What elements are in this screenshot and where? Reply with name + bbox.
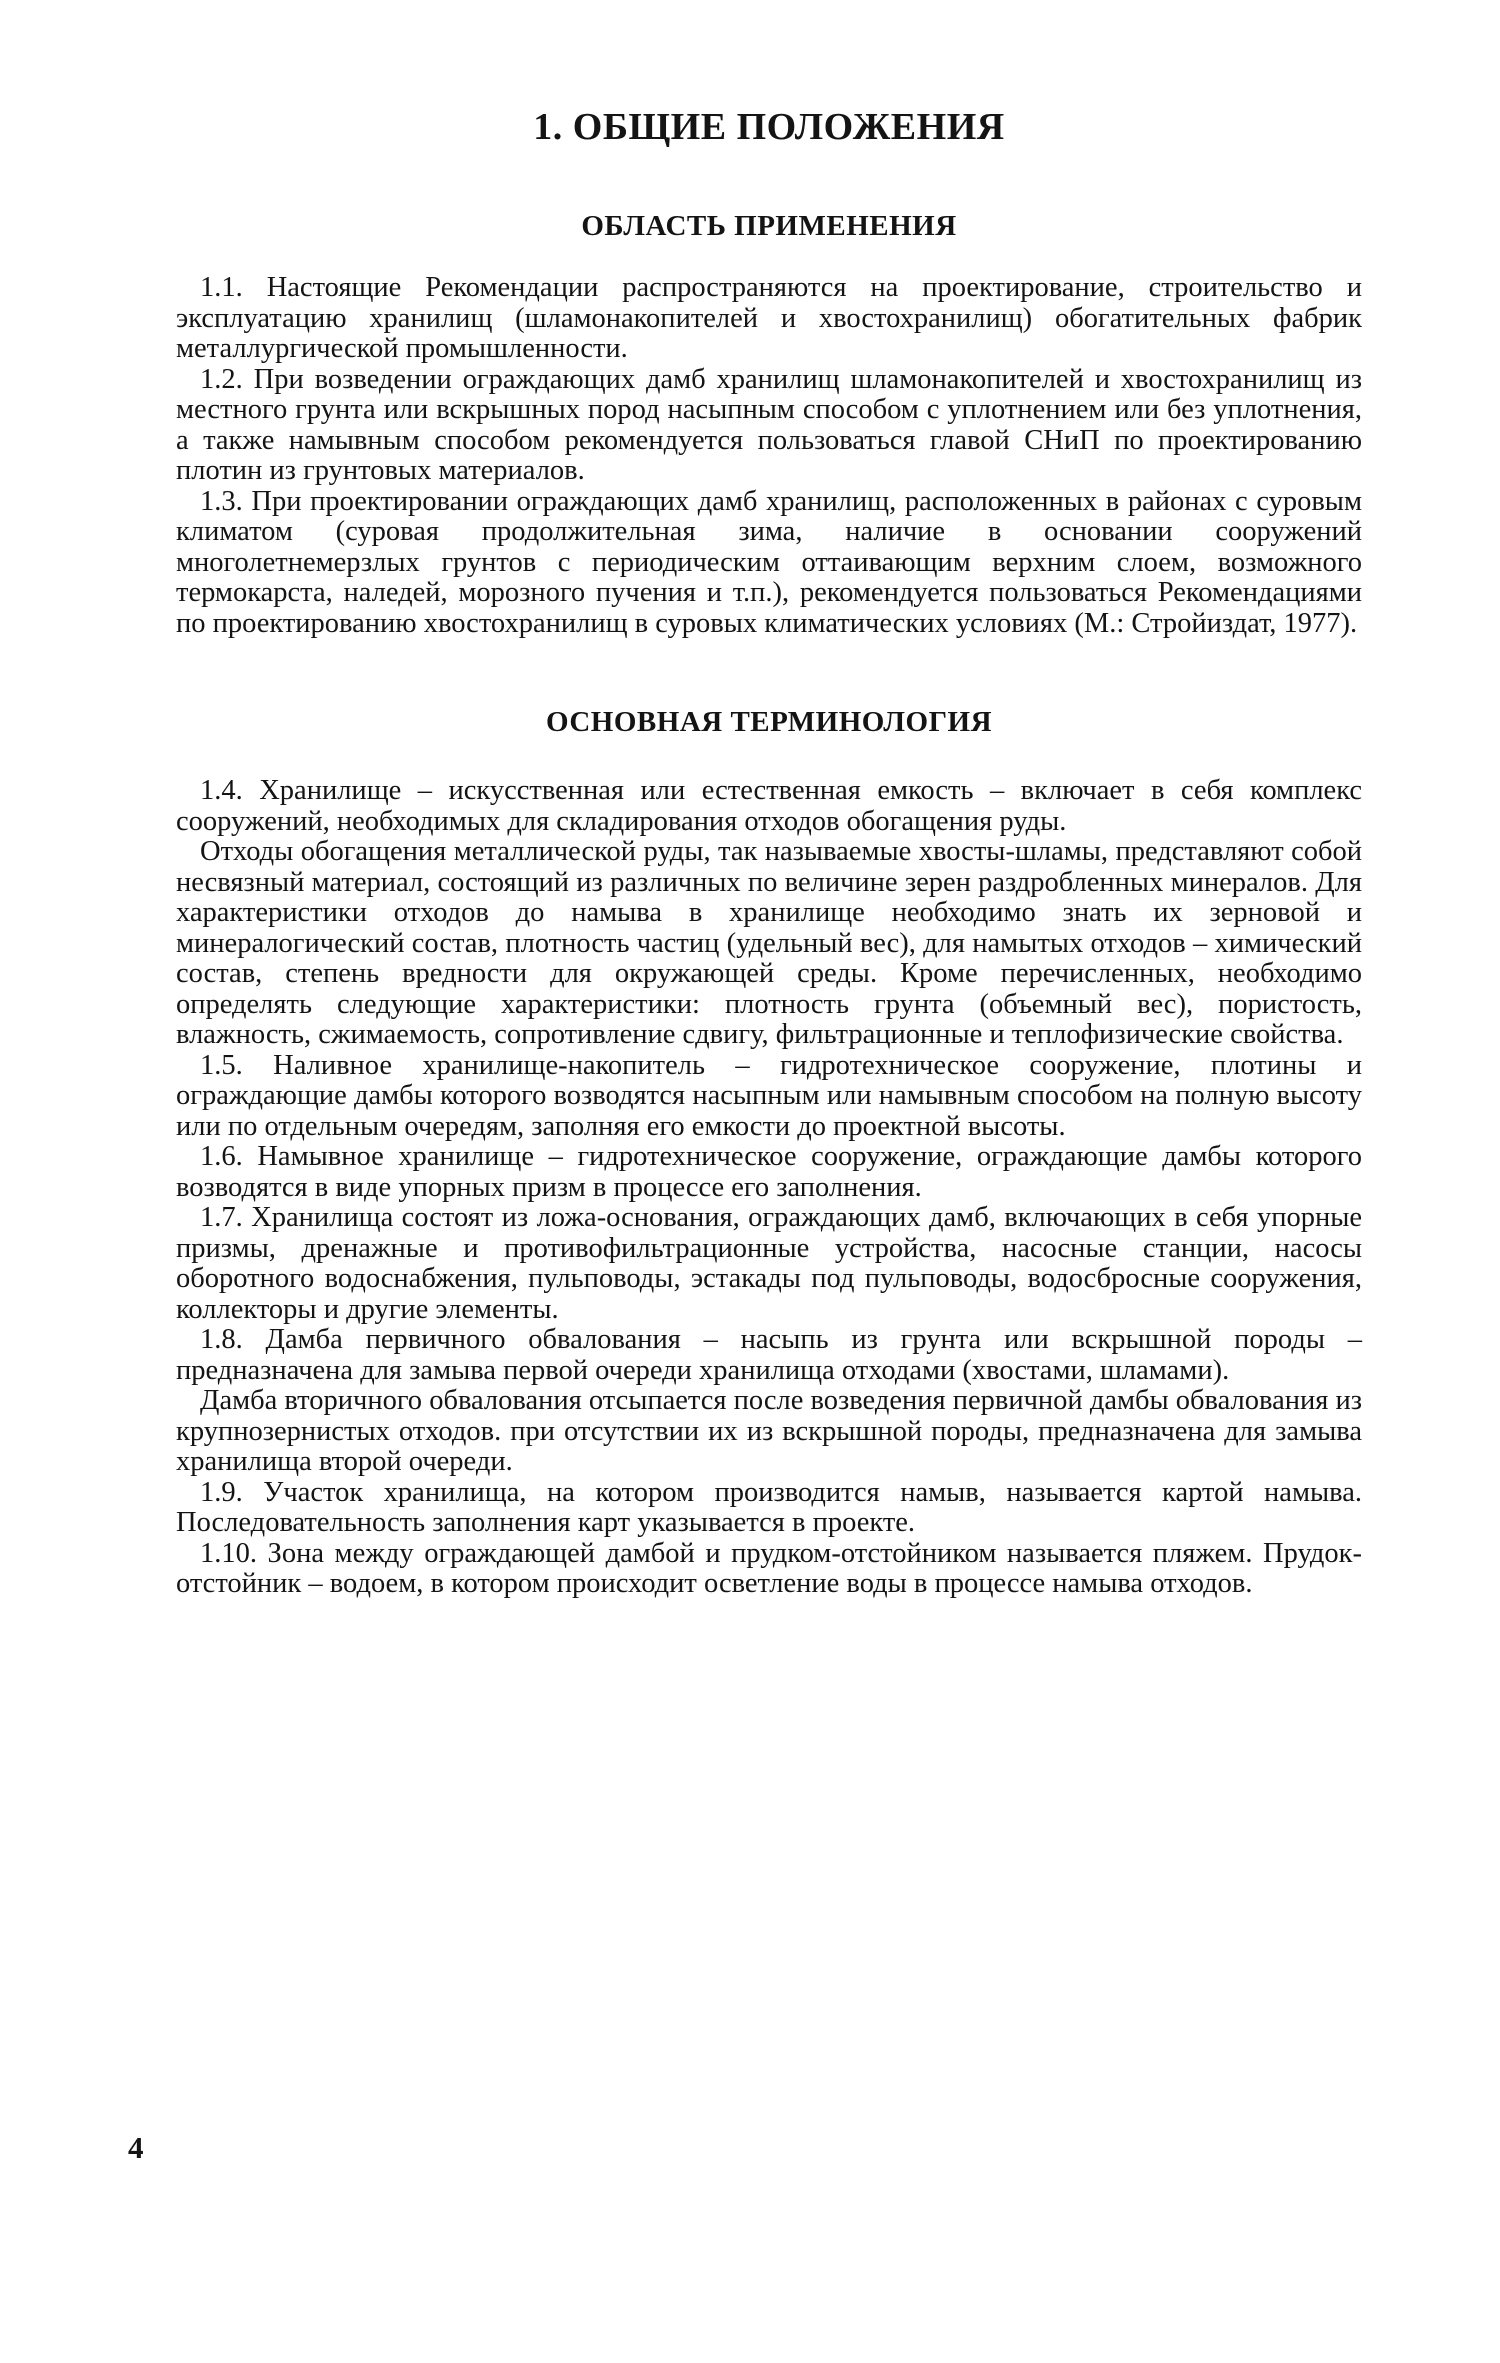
paragraph-1-9: 1.9. Участок хранилища, на котором производится намыв, называется картой намыва. Последовательность заполнения карт указывается в проекте. — [176, 1476, 1362, 1539]
paragraph-secondary-dam: Дамба вторичного обвалования отсыпается после возведения первичной дамбы обвалования из крупнозернистых отходов. при отсутствии их из вскрышной породы, предназначена для замыва хранилища второй очереди. — [176, 1385, 1362, 1478]
paragraph-1-5: 1.5. Наливное хранилище-накопитель – гидротехническое сооружение, плотины и ограждающие дамбы которого возводятся насыпным или намывным способом на полную высоту или по отдельным очередям, заполняя его емкости до проектной высоты. — [176, 1049, 1362, 1142]
paragraph-tailings: Отходы обогащения металлической руды, так называемые хвосты-шламы, представляют собой несвязный материал, состоящий из различных по величине зерен раздробленных минералов. Для характеристики отходов до намыва в хранилище необходимо знать их зерновой и минералогический состав, плотность частиц (удельный вес), для намытых отходов – химический состав, степень вредности для окружающей среды. Кроме перечисленных, необходимо определять следующие характеристики: плотность грунта (объемный вес), пористость, влажность, сжимаемость, сопротивление сдвигу, фильтрационные и теплофизические свойства. — [176, 836, 1362, 1051]
paragraph-1-1: 1.1. Настоящие Рекомендации распространяются на проектирование, строительство и эксплуатацию хранилищ (шламонакопителей и хвостохранилищ) обогатительных фабрик металлургической промышленности. — [176, 272, 1362, 365]
paragraph-1-3: 1.3. При проектировании ограждающих дамб хранилищ, расположенных в районах с суровым климатом (суровая продолжительная зима, наличие в основании сооружений многолетнемерзлых грунтов с периодическим оттаивающим верхним слоем, возможного термокарста, наледей, морозного пучения и т.п.), рекомендуется пользоваться Рекомендациями по проектированию хвостохранилищ в суровых климатических условиях (М.: Стройиздат, 1977). — [176, 485, 1362, 639]
paragraph-1-4: 1.4. Хранилище – искусственная или естественная емкость – включает в себя комплекс сооружений, необходимых для складирования отходов обогащения руды. — [176, 775, 1362, 837]
page-number: 4 — [128, 2130, 144, 2165]
section-scope-body — [176, 273, 1362, 639]
section-terminology-body — [176, 776, 1362, 1600]
page-content — [176, 105, 1362, 1600]
paragraph-1-8: 1.8. Дамба первичного обвалования – насыпь из грунта или вскрышной породы – предназначена для замыва первой очереди хранилища отходами (хвостами, шламами). — [176, 1324, 1362, 1386]
paragraph-1-10: 1.10. Зона между ограждающей дамбой и прудком-отстойником называется пляжем. Прудок-отстойник – водоем, в котором происходит осветление воды в процессе намыва отходов. — [176, 1537, 1362, 1600]
section-title-scope: ОБЛАСТЬ ПРИМЕНЕНИЯ — [581, 209, 957, 242]
chapter-title: 1. ОБЩИЕ ПОЛОЖЕНИЯ — [533, 106, 1005, 148]
section-title-terminology: ОСНОВНАЯ ТЕРМИНОЛОГИЯ — [545, 706, 993, 739]
paragraph-1-6: 1.6. Намывное хранилище – гидротехническое сооружение, ограждающие дамбы которого возводятся в виде упорных призм в процессе его заполнения. — [176, 1141, 1362, 1203]
paragraph-1-2: 1.2. При возведении ограждающих дамб хранилищ шламонакопителей и хвостохранилищ из местного грунта или вскрышных пород насыпным способом с уплотнением или без уплотнения, а также намывным способом рекомендуется пользоваться главой СНиП по проектированию плотин из грунтовых материалов. — [176, 363, 1362, 487]
paragraph-1-7: 1.7. Хранилища состоят из ложа-основания, ограждающих дамб, включающих в себя упорные призмы, дренажные и противофильтрационные устройства, насосные станции, насосы оборотного водоснабжения, пульповоды, эстакады под пульповоды, водосбросные сооружения, коллекторы и другие элементы. — [176, 1202, 1362, 1325]
